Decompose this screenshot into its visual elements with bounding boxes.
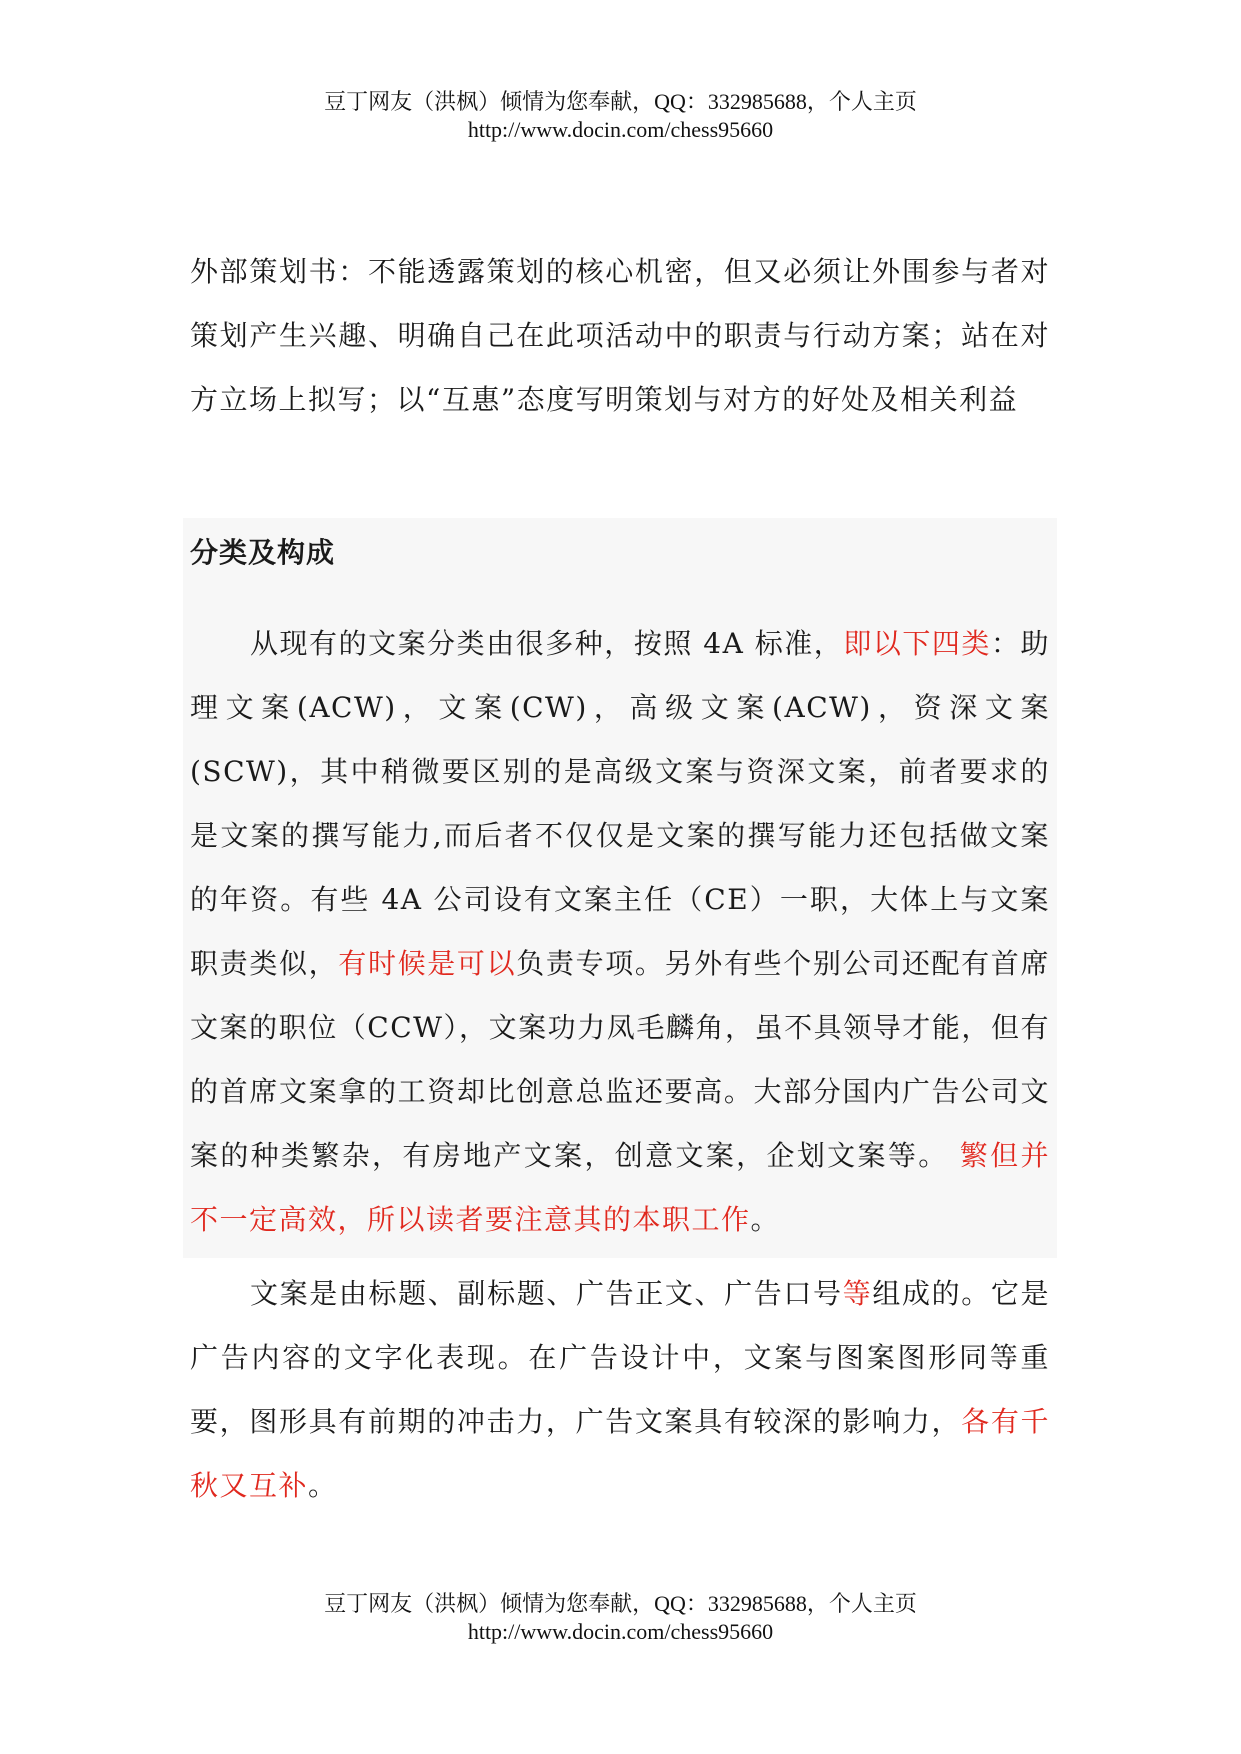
composition-text-3: 。 [308,1469,338,1502]
footer-credit-line: 豆丁网友（洪枫）倾情为您奉献，QQ：332985688，个人主页 [324,1591,917,1616]
intro-paragraph [190,240,1050,432]
composition-text-2: 组成的。它是广告内容的文字化表现。在广告设计中，文案与图案图形同等重要，图形具有前期的冲击力，广告文案具有较深的影响力， [190,1277,1050,1438]
composition-text-1: 文案是由标题、副标题、广告正文、广告口号 [250,1277,843,1310]
composition-red-text-2: 各有千秋又互补 [190,1405,1050,1502]
intro-text: 外部策划书：不能透露策划的核心机密，但又必须让外围参与者对策划产生兴趣、明确自己在此项活动中的职责与行动方案；站在对方立场上拟写；以“互惠”态度写明策划与对方的好处及相关利益 [190,255,1050,416]
header-url-link[interactable]: http://www.docin.com/chess95660 [467,117,774,142]
categories-red-text-3: 繁但并不一定高效，所以读者要注意其的本职工作 [190,1139,1050,1236]
page-header [0,88,1241,144]
categories-red-text-1: 即以下四类 [843,627,991,660]
footer-url-link[interactable]: http://www.docin.com/chess95660 [467,1619,774,1644]
categories-red-text-2: 有时候是可以 [338,947,517,980]
categories-text-1: 从现有的文案分类由很多种，按照 4A 标准， [250,627,844,660]
header-credit-line: 豆丁网友（洪枫）倾情为您奉献，QQ：332985688，个人主页 [324,89,917,114]
composition-red-text-1: 等 [842,1277,873,1310]
categories-text-2: ：助理文案(ACW)，文案(CW)，高级文案(ACW)，资深文案(SCW)，其中稍微要区别的是高级文案与资深文案，前者要求的是文案的撰写能力,而后者不仅仅是文案的撰写能力还包括做文案的年资。有些 4A 公司设有文案主任（CE）一职，大体上与文案职责类似， [190,627,1050,980]
categories-text-4: 。 [750,1203,781,1236]
section-heading: 分类及构成 [190,536,336,569]
composition-paragraph [190,1262,1050,1518]
page-footer [0,1590,1241,1646]
categories-paragraph [190,612,1050,1252]
categories-text-3: 负责专项。另外有些个别公司还配有首席文案的职位（CCW），文案功力凤毛麟角，虽不具领导才能，但有的首席文案拿的工资却比创意总监还要高。大部分国内广告公司文案的种类繁杂，有房地产文案，创意文案，企划文案等。 [190,947,1050,1172]
